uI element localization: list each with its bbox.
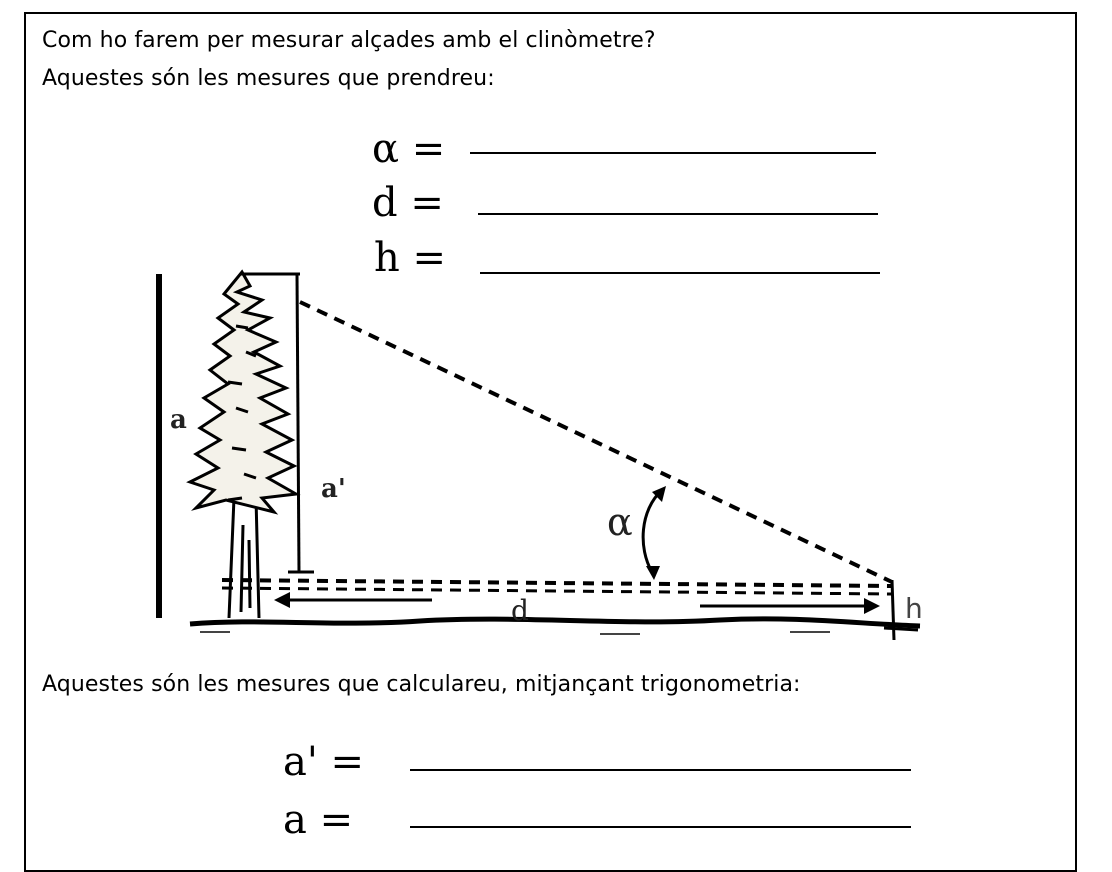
a-answer-line[interactable] — [410, 826, 911, 828]
h-label: h = — [374, 235, 446, 281]
ground-texture — [200, 632, 830, 634]
height-a-prime-bar — [297, 274, 299, 572]
intro-question: Com ho farem per mesurar alçades amb el clinòmetre? — [42, 28, 656, 53]
label-d: d — [511, 594, 529, 627]
alpha-label: α = — [372, 126, 446, 172]
label-alpha: α — [607, 500, 633, 544]
a-label: a = — [283, 797, 354, 843]
d-label: d = — [372, 180, 444, 226]
tree-icon — [190, 272, 296, 618]
intro-measures-taken: Aquestes són les mesures que prendreu: — [42, 66, 495, 91]
label-a: a — [170, 405, 187, 435]
label-h: h — [905, 592, 923, 625]
a-prime-label: a' = — [283, 739, 365, 785]
ground-line — [190, 619, 920, 626]
sight-line — [300, 302, 892, 582]
horizontal-line — [222, 580, 892, 586]
a-prime-answer-line[interactable] — [410, 769, 911, 771]
alpha-arc — [643, 490, 662, 572]
horizontal-line-lower — [222, 588, 892, 594]
calculated-intro: Aquestes són les mesures que calculareu, mitjançant trigonometria: — [42, 672, 801, 697]
h-marker — [892, 580, 894, 640]
label-a-prime: a' — [321, 474, 346, 504]
